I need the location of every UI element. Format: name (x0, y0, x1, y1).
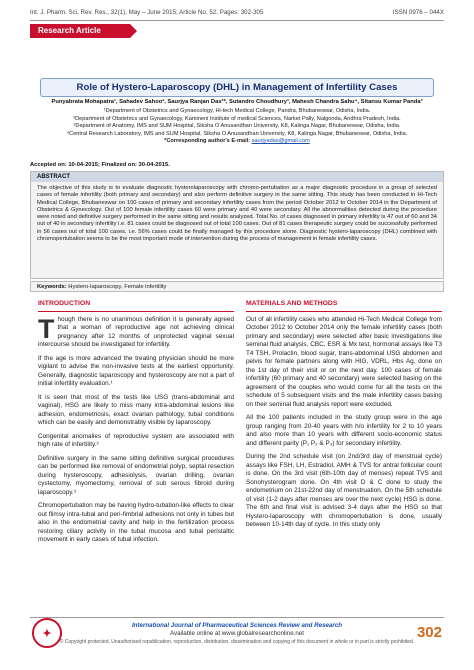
affiliation-1: ¹Department of Obstetrics and Gynaecology, Hi-tech Medical College, Pandra, Bhubaneswar, Odisha, India. (103, 108, 371, 114)
intro-paragraph-5: Definitive surgery in the same sitting definitive surgical procedures can be performed like removal of endometrial polyp, septal resection during hysteroscopy, adhesiolysis, ovarian drilling, ovarian cystectomy, myomectomy, removal of sub serous fibroid during laparoscopy.³ (38, 454, 234, 496)
accepted-dates: Accepted on: 10-04-2015; Finalized on: 30-04-2015. (30, 162, 170, 168)
available-online[interactable]: Available online at www.globalresearchonline.net (169, 630, 305, 637)
affiliation-2: ²Department of Obstetrics and Gynaecology, Kamineni Institute of medical Sciences, Narket Pally, Nalgonda, Andhra Pradesh, India. (73, 115, 401, 122)
issn-text: ISSN 0976 – 044X (392, 8, 444, 16)
abstract-heading: ABSTRACT (31, 172, 443, 182)
abstract-text: The objective of this study is to evaluate diagnostic hysterolaparoscopy with chromo-pertubation as a major diagnostic procedure in a group of selected cases of female infertility (both primary and secondary) and also perform definitive surgery in the same sitting. This study has been conducted in Hi-Tech Medical College, Bhubaneswar on 100 cases of primary and secondary infertility cases from the period October 2012 to October 2014 in the Department of Obstetrics & Gynecology. Out of 100 female infertility cases 60 were primary and 40 were secondary. All the abnormalities detected during the procedure were noted and definitive surgery performed in the same sitting and results analyzed. Total No. of cases diagnosed in primary infertility is 47 out of 60 and 34 out of 40 in secondary infertility i.e. 81 cases could be diagnosed out of total 100 cases. Out of 81 cases therapeutic surgery could be successfully performed in 56 cases out of total 100 cases, i.e. 56% cases could be finally managed by this procedure alone. Diagnostic hystero-laparoscopy (DHL) combined with chromopertubation seems to be the most important mode of intervention during the process of management in female infertility cases. (37, 185, 437, 243)
drop-cap: T (38, 313, 55, 344)
intro-paragraph-6: Chromopertubation may be having hydro-tubation-like effects to clear out flimsy intra-tubal and peri-fimbrial adhesions not only in tubes but also in the endometrial cavity and help in the fertilization process restoring ciliary activity in the tubal mucosa and tubal peristaltic movement in early cases of tubal infection. (38, 502, 234, 543)
section-rule (38, 311, 234, 312)
article-type-tag: Research Article (30, 24, 130, 38)
page-number: 302 (416, 624, 442, 641)
keywords-box (30, 281, 444, 292)
affiliations-block (30, 108, 444, 146)
methods-paragraph-1: Out of all infertility cases who attended Hi-Tech Medical College from October 2012 to October 2014 only the female infertility cases (both primary and secondary) were selected after basic investigations like seminal fluid analysis, CBC, ESR & Mx test, hormonal assays like T3 T4 TSH, Prolactin, blood sugar, trans-abdominal USG abdomen and pelvis for female partners along with HIG, VDRL, Hbs Ag, done on the 1st day of their visit or on the next day. 100 cases of female infertility (60 primary and 40 secondary) were selected basing on the agreement of the couples who would come for all the tests on the schedule of 5 subsequent visits and the male infertility cases basing on their seminal fluid analysis report were excluded. (246, 315, 442, 408)
author-list: Punyabrata Mohapatra¹, Sahadev Sahoo², Saurjya Ranjan Das³*, Sutandro Choudhury³, Mahesh Chandra Sahu⁴, Sitansu Kumar Panda³ (51, 99, 423, 105)
keywords-label: Keywords: (37, 284, 67, 290)
intro-paragraph-1: Though there is no unanimous definition it is generally agreed that a woman of reproductive age not achieving clinical pregnancy after 12 months of unprotected vaginal sexual intercourse should be investigated for infertility. (38, 313, 234, 348)
journal-logo-icon: ✦ (32, 618, 62, 648)
email-link[interactable]: saurjyadas@gmail.com (251, 138, 310, 145)
introduction-heading: INTRODUCTION (38, 300, 91, 307)
abstract-box (30, 171, 444, 279)
footer-divider (30, 617, 444, 618)
right-column (246, 300, 442, 535)
section-rule (246, 311, 442, 312)
running-header (30, 6, 444, 18)
intro-paragraph-4: Congenital anomalies of reproductive system are associated with high rate of infertility.² (38, 432, 234, 448)
copyright-notice: © Copyright protected. Unauthorised republication, reproduction, distribution, dissemination and copying of this document in whole or in part is strictly prohibited. (59, 639, 415, 645)
page-footer (0, 622, 474, 646)
intro-paragraph-2: If the age is more advanced the treating physician should be more vigilant to advise the non-invasive tests at the earliest opportunity. Generally, diagnostic laparoscopy and hysteroscopy are not a part of initial infertility evaluation.¹ (38, 354, 234, 387)
methods-heading: MATERIALS AND METHODS (246, 300, 338, 307)
tag-arrow-shape (130, 24, 137, 38)
affiliation-3: ³Department of Anatomy, IMS and SUM Hospital, Siksha O Anusandhan University, K8, Kalinga Nagar, Bhubaneswar, Odisha, India. (73, 123, 401, 130)
affiliation-4: ⁴Central Research Laboratory, IMS and SUM Hospital, Siksha O Anusandhan University, K8, Kalinga Nagar, Bhubaneswar, Odisha, India. (66, 130, 408, 137)
corresponding-line (30, 138, 444, 146)
citation-text: Int. J. Pharm. Sci. Rev. Res., 32(1), May – June 2015; Article No. 52, Pages: 302-305 (30, 8, 264, 16)
methods-paragraph-2: All the 100 patients included in the study group were in the age group ranging from 20-40 years with h/o infertility for 2 to 10 years and also more than 10 years with different socio-economic status and different parity (P₁ P₂ & P₃) for secondary infertility. (246, 414, 442, 447)
left-column (38, 300, 234, 550)
intro-paragraph-3: It is seen that most of the tests like USG (trans-abdominal and vaginal), HSG are likely to miss many intra-abdominal lesions like adhesion, endometriosis, exact ovarian pathology, tubal conditions which can be easily and demonstrably visible by laparoscopy. (38, 393, 234, 426)
methods-paragraph-3: During the 2nd schedule visit (on 2nd/3rd day of menstrual cycle) assays like FSH, LH, Estradiol, AMH & TVS for antral follicular count is done. On the 3rd visit (6th-10th day of menses) repeat TVS and Sonohysterogram done. On 4th visit D & C done to study the endometrium on 21st-22nd day of menstruation. On the 5th schedule of visit (1-2 days after menses are over the next cycle) HSG is done. The 6th and final visit is advised 3-4 days after the HSG so that Hystero-laparoscopy with chromopertubation is done, usually between 10-14th day of cycle. In this study only (246, 453, 442, 528)
journal-name: International Journal of Pharmaceutical Sciences Review and Research (131, 622, 343, 629)
article-title: Role of Hystero-Laparoscopy (DHL) in Management of Infertility Cases (40, 78, 434, 97)
keywords-text: Hystero-laparoscopy, Female infertility (68, 284, 167, 290)
header-divider (30, 20, 444, 21)
corresponding-label: *Corresponding author's E-mail: (164, 138, 251, 145)
